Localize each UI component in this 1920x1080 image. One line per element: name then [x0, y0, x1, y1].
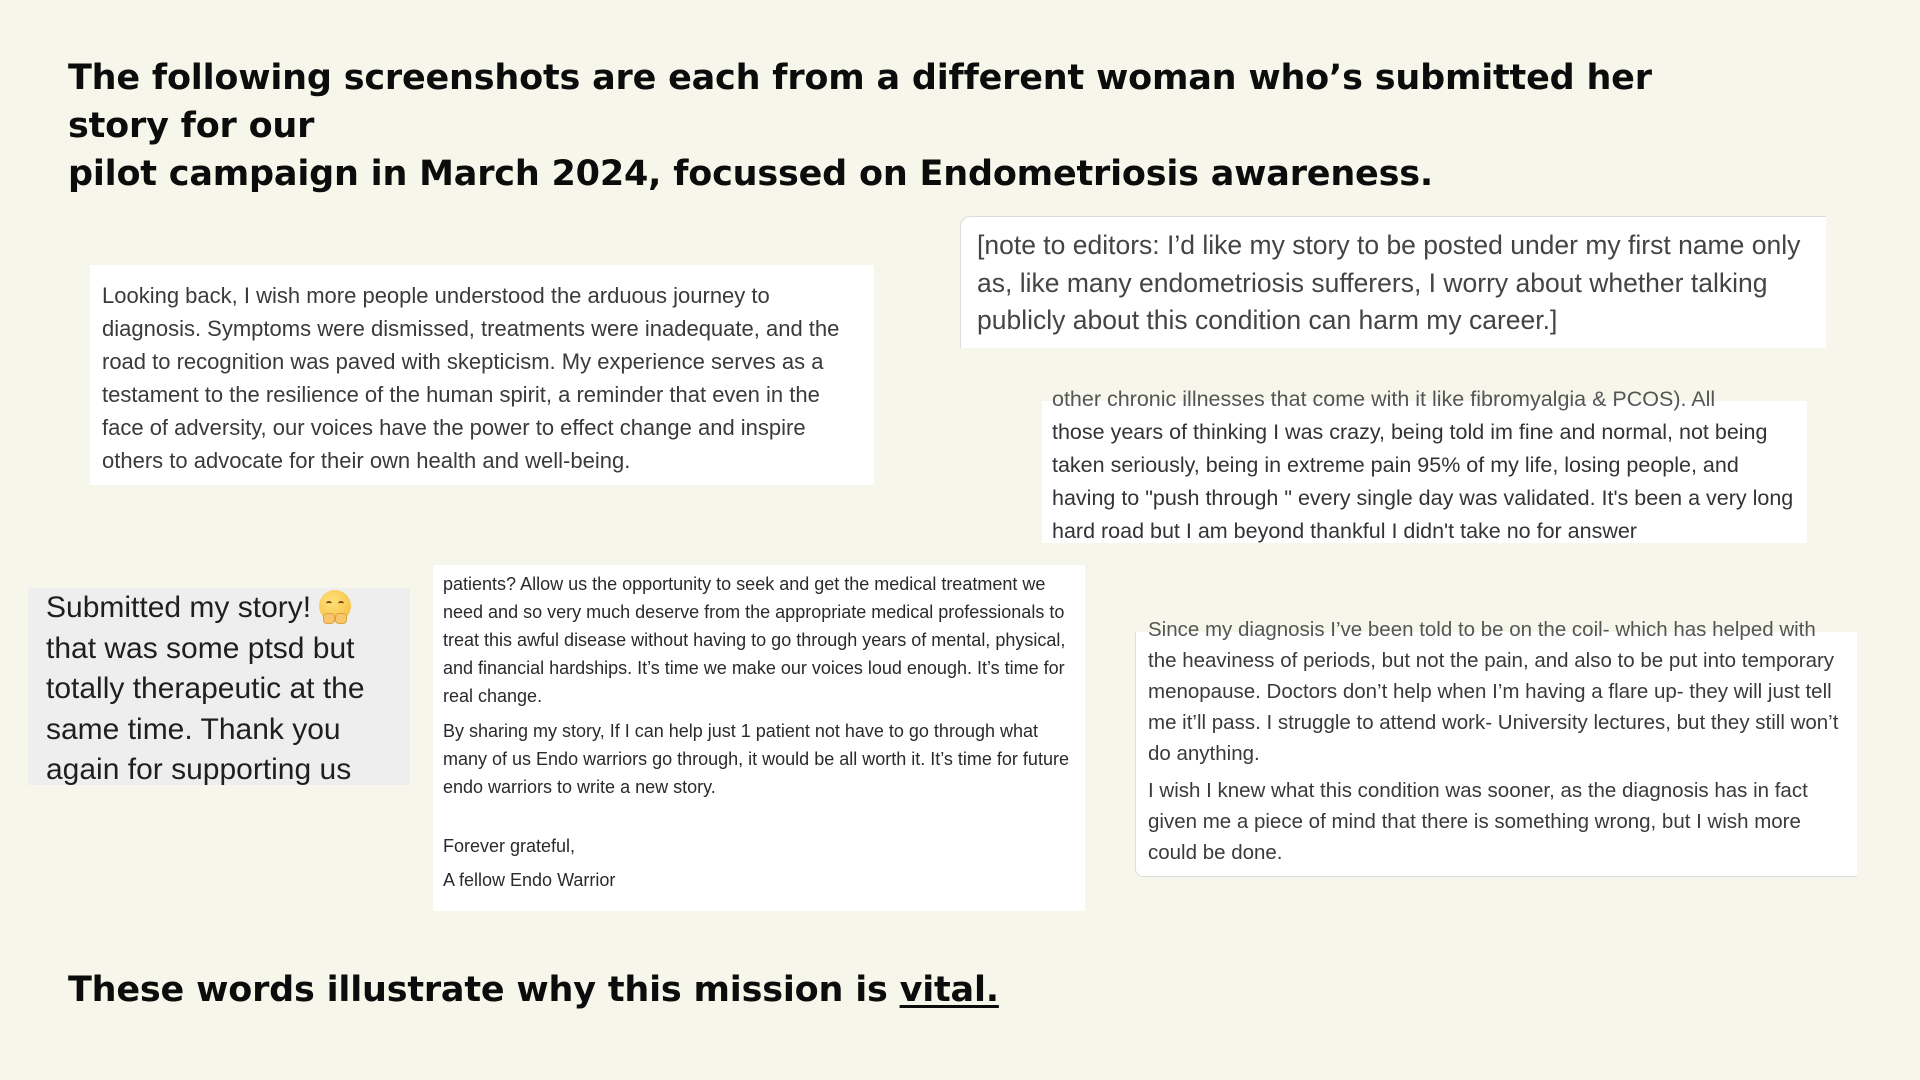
story-paragraph-2: By sharing my story, If I can help just 1 patient not have to go through what many of us Endo warriors go through, it would be all worth it. It’s time for future endo warriors to write a new story. [443, 721, 1069, 797]
heading-line-1: The following screenshots are each from a different woman who’s submitted her story for our [68, 58, 1652, 146]
story-screenshot-reflection [90, 265, 874, 485]
story-text: Looking back, I wish more people understood the arduous journey to diagnosis. Symptoms were dismissed, treatments were inadequate, and the road to recognition was paved with skepticism. My experience serves as a testament to the resilience of the human spirit, a reminder that even in the face of adversity, our voices have the power to effect change and inspire others to advocate for their own health and well-being. [102, 283, 840, 473]
closing-statement-emphasis: vital. [899, 970, 999, 1010]
closing-statement-text: These words illustrate why this mission is [68, 970, 900, 1010]
cropped-line: Since my diagnosis I’ve been told to be on the coil- which has helped with [1148, 618, 1816, 641]
chat-text-rest: that was some ptsd but totally therapeutic at the same time. Thank you again for supporting us [46, 631, 365, 786]
chat-message-text [46, 588, 398, 791]
heading-line-2: pilot campaign in March 2024, focussed on Endometriosis awareness. [68, 154, 1433, 194]
story-screenshot-note-to-editors [960, 216, 1826, 348]
story-screenshot-validated [1042, 387, 1807, 543]
chat-text-start: Submitted my story! [46, 591, 320, 624]
story-text: [note to editors: I’d like my story to be posted under my first name only as, like many endometriosis sufferers, I worry about whether talking publicly about this condition can harm my career.] [977, 230, 1801, 335]
story-paragraph-2: I wish I knew what this condition was sooner, as the diagnosis has in fact given me a piece of mind that there is something wrong, but I wish more could be done. [1148, 779, 1808, 864]
story-screenshot-endo-warrior [433, 565, 1085, 911]
story-text: those years of thinking I was crazy, being told im fine and normal, not being taken seriously, being in extreme pain 95% of my life, losing people, and having to "push through " every single day was validated. It's been a very long hard road but I am beyond thankful I didn't take no for answer [1052, 420, 1794, 543]
chat-message-bubble [28, 588, 410, 785]
story-signature: A fellow Endo Warrior [443, 870, 616, 890]
story-paragraph-1: patients? Allow us the opportunity to seek and get the medical treatment we need and so very much deserve from the appropriate medical professionals to treat this awful disease without having to go through years of mental, physical, and financial hardships. It’s time we make our voices loud enough. It’s time for real change. [443, 574, 1066, 706]
page-heading [68, 54, 1668, 198]
story-closing: Forever grateful, [443, 836, 576, 856]
cropped-line: other chronic illnesses that come with it like fibromyalgia & PCOS). All [1052, 387, 1716, 411]
closing-statement [68, 966, 999, 1014]
story-screenshot-diagnosis [1135, 618, 1857, 877]
hugging-face-emoji-icon [319, 590, 351, 622]
story-paragraph-1: the heaviness of periods, but not the pain, and also to be put into temporary menopause. Doctors don’t help when I’m having a flare up- they will just tell me it’ll pass. I struggle to attend work- University lectures, but they still won’t do anything. [1148, 649, 1839, 765]
